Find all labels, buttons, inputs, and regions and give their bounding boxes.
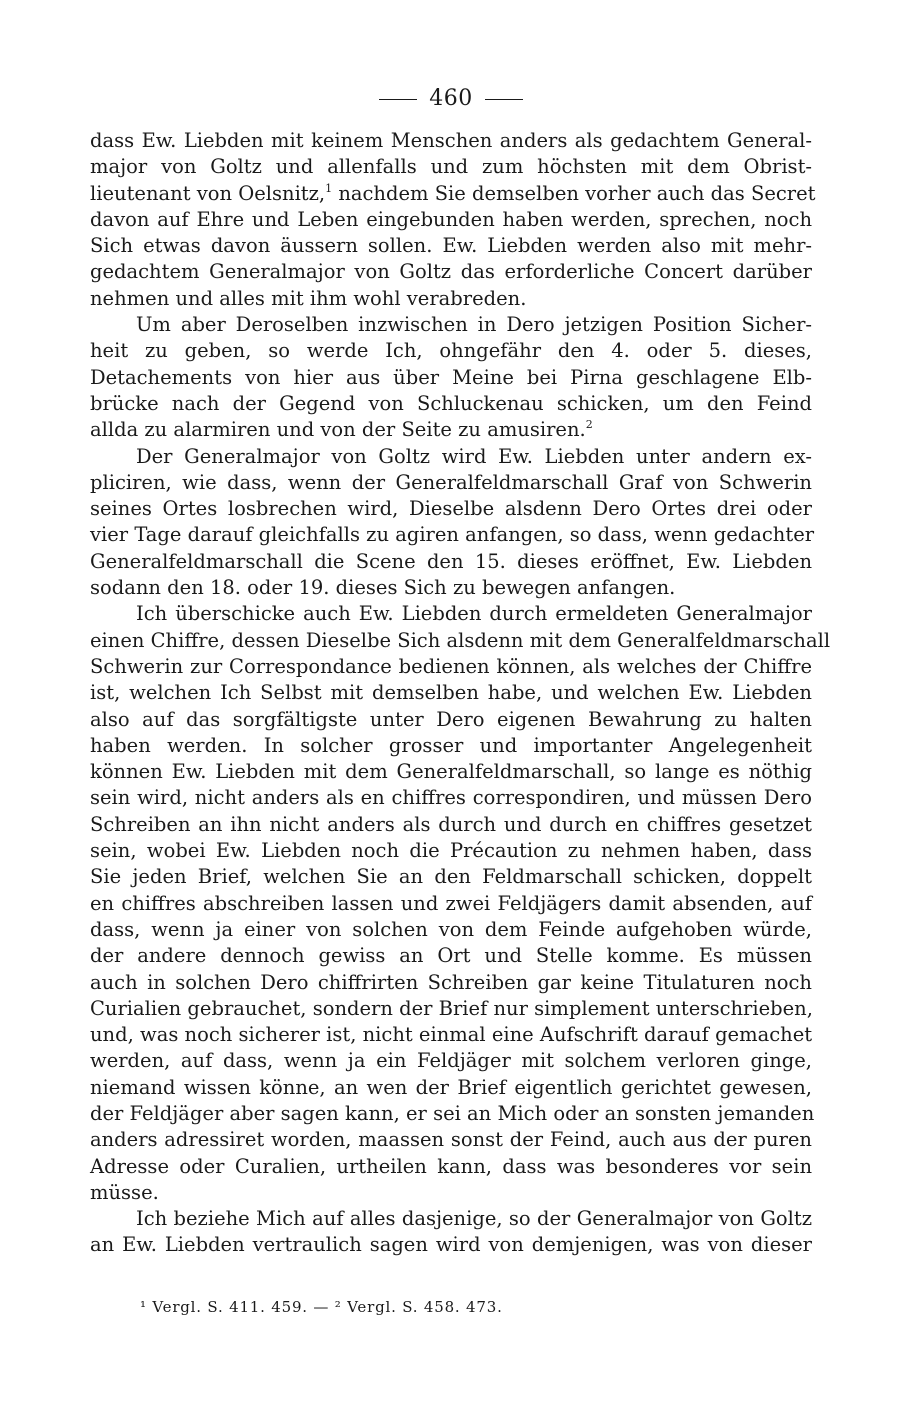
text-line: der Feldjäger aber sagen kann, er sei an Mich oder an sonsten jemanden xyxy=(90,1101,815,1125)
text-line: lieutenant von Oelsnitz,$^1$ nachdem Sie demselben vorher auch das Secret xyxy=(90,181,816,205)
text-line: Schwerin zur Correspondance bedienen können, als welches der Chiffre xyxy=(90,654,812,678)
text-line: pliciren, wie dass, wenn der Generalfeldmarschall Graf von Schwerin xyxy=(90,470,812,494)
text-line: Sie jeden Brief, welchen Sie an den Feldmarschall schicken, doppelt xyxy=(90,865,812,889)
text-line: en chiffres abschreiben lassen und zwei Feldjägers damit absenden, auf xyxy=(90,891,812,915)
text-line: anders adressiret worden, maassen sonst der Feind, auch aus der puren xyxy=(90,1128,812,1152)
page-number-header xyxy=(90,86,812,116)
text-line: dass, wenn ja einer von solchen von dem Feinde aufgehoben würde, xyxy=(90,917,812,941)
text-line: heit zu geben, so werde Ich, ohngefähr den 4. oder 5. dieses, xyxy=(90,339,812,363)
text-line: Sich etwas davon äussern sollen. Ew. Liebden werden also mit mehr- xyxy=(90,234,812,258)
body-text xyxy=(90,128,831,1259)
paragraph xyxy=(90,601,831,1206)
text-line: Um aber Deroselben inzwischen in Dero jetzigen Position Sicher- xyxy=(136,313,812,337)
text-line: ist, welchen Ich Selbst mit demselben habe, und welchen Ew. Liebden xyxy=(90,681,812,705)
text-line: auch in solchen Dero chiffrirten Schreiben gar keine Titulaturen noch xyxy=(90,970,812,994)
text-line: nehmen und alles mit ihm wohl verabreden. xyxy=(90,286,527,310)
dash-right xyxy=(485,99,523,100)
paragraph xyxy=(90,444,815,602)
text-line: sein, wobei Ew. Liebden noch die Précaution zu nehmen haben, dass xyxy=(90,839,812,863)
text-line: seines Ortes losbrechen wird, Dieselbe alsdenn Dero Ortes drei oder xyxy=(90,497,812,521)
text-line: dass Ew. Liebden mit keinem Menschen anders als gedachtem General- xyxy=(90,129,812,152)
text-line: der andere dennoch gewiss an Ort und Stelle komme. Es müssen xyxy=(90,944,812,968)
page-number: 460 xyxy=(429,86,473,111)
text-line: Curialien gebrauchet, sondern der Brief nur simplement unterschrieben, xyxy=(90,996,813,1020)
text-line: sein wird, nicht anders als en chiffres correspondiren, und müssen Dero xyxy=(90,786,812,810)
paragraph xyxy=(90,128,816,312)
dash-left xyxy=(379,99,417,100)
text-line: niemand wissen könne, an wen der Brief eigentlich gerichtet gewesen, xyxy=(90,1075,812,1099)
text-line: vier Tage darauf gleichfalls zu agiren anfangen, so dass, wenn gedachter xyxy=(90,523,815,547)
text-line: Der Generalmajor von Goltz wird Ew. Liebden unter andern ex- xyxy=(136,444,812,468)
footnotes xyxy=(140,1298,503,1316)
page xyxy=(90,86,831,1259)
text-line: Schreiben an ihn nicht anders als durch und durch en chiffres gesetzet xyxy=(90,812,812,836)
text-line: davon auf Ehre und Leben eingebunden haben werden, sprechen, noch xyxy=(90,207,812,231)
text-line: einen Chiffre, dessen Dieselbe Sich alsdenn mit dem Generalfeldmarschall xyxy=(90,628,831,652)
text-line: also auf das sorgfältigste unter Dero eigenen Bewahrung zu halten xyxy=(90,707,812,731)
text-line: brücke nach der Gegend von Schluckenau schicken, um den Feind xyxy=(90,391,812,415)
text-line: Generalfeldmarschall die Scene den 15. dieses eröffnet, Ew. Liebden xyxy=(90,549,812,573)
text-line: können Ew. Liebden mit dem Generalfeldmarschall, so lange es nöthig xyxy=(90,760,812,784)
text-line: sodann den 18. oder 19. dieses Sich zu bewegen anfangen. xyxy=(90,576,676,600)
footnote-text: ¹ Vergl. S. 411. 459. — ² Vergl. S. 458. 473. xyxy=(140,1298,503,1316)
paragraph xyxy=(90,1206,812,1259)
text-line: gedachtem Generalmajor von Goltz das erforderliche Concert darüber xyxy=(90,260,812,284)
text-line: Ich beziehe Mich auf alles dasjenige, so der Generalmajor von Goltz xyxy=(136,1207,812,1231)
text-line: und, was noch sicherer ist, nicht einmal eine Aufschrift darauf gemachet xyxy=(90,1023,813,1047)
text-line: werden, auf dass, wenn ja ein Feldjäger mit solchem verloren ginge, xyxy=(90,1049,812,1073)
text-line: müsse. xyxy=(90,1180,159,1204)
text-line: Ich überschicke auch Ew. Liebden durch ermeldeten Generalmajor xyxy=(136,602,812,626)
text-line: major von Goltz und allenfalls und zum höchsten mit dem Obrist- xyxy=(90,155,812,179)
text-line: Detachements von hier aus über Meine bei Pirna geschlagene Elb- xyxy=(90,365,812,389)
text-line: Adresse oder Curalien, urtheilen kann, dass was besonderes vor sein xyxy=(90,1154,812,1178)
text-line: haben werden. In solcher grosser und importanter Angelegenheit xyxy=(90,733,812,757)
paragraph xyxy=(90,312,812,443)
text-line: an Ew. Liebden vertraulich sagen wird von demjenigen, was von dieser xyxy=(90,1233,812,1257)
text-line: allda zu alarmiren und von der Seite zu amusiren.$^2$ xyxy=(90,418,593,442)
